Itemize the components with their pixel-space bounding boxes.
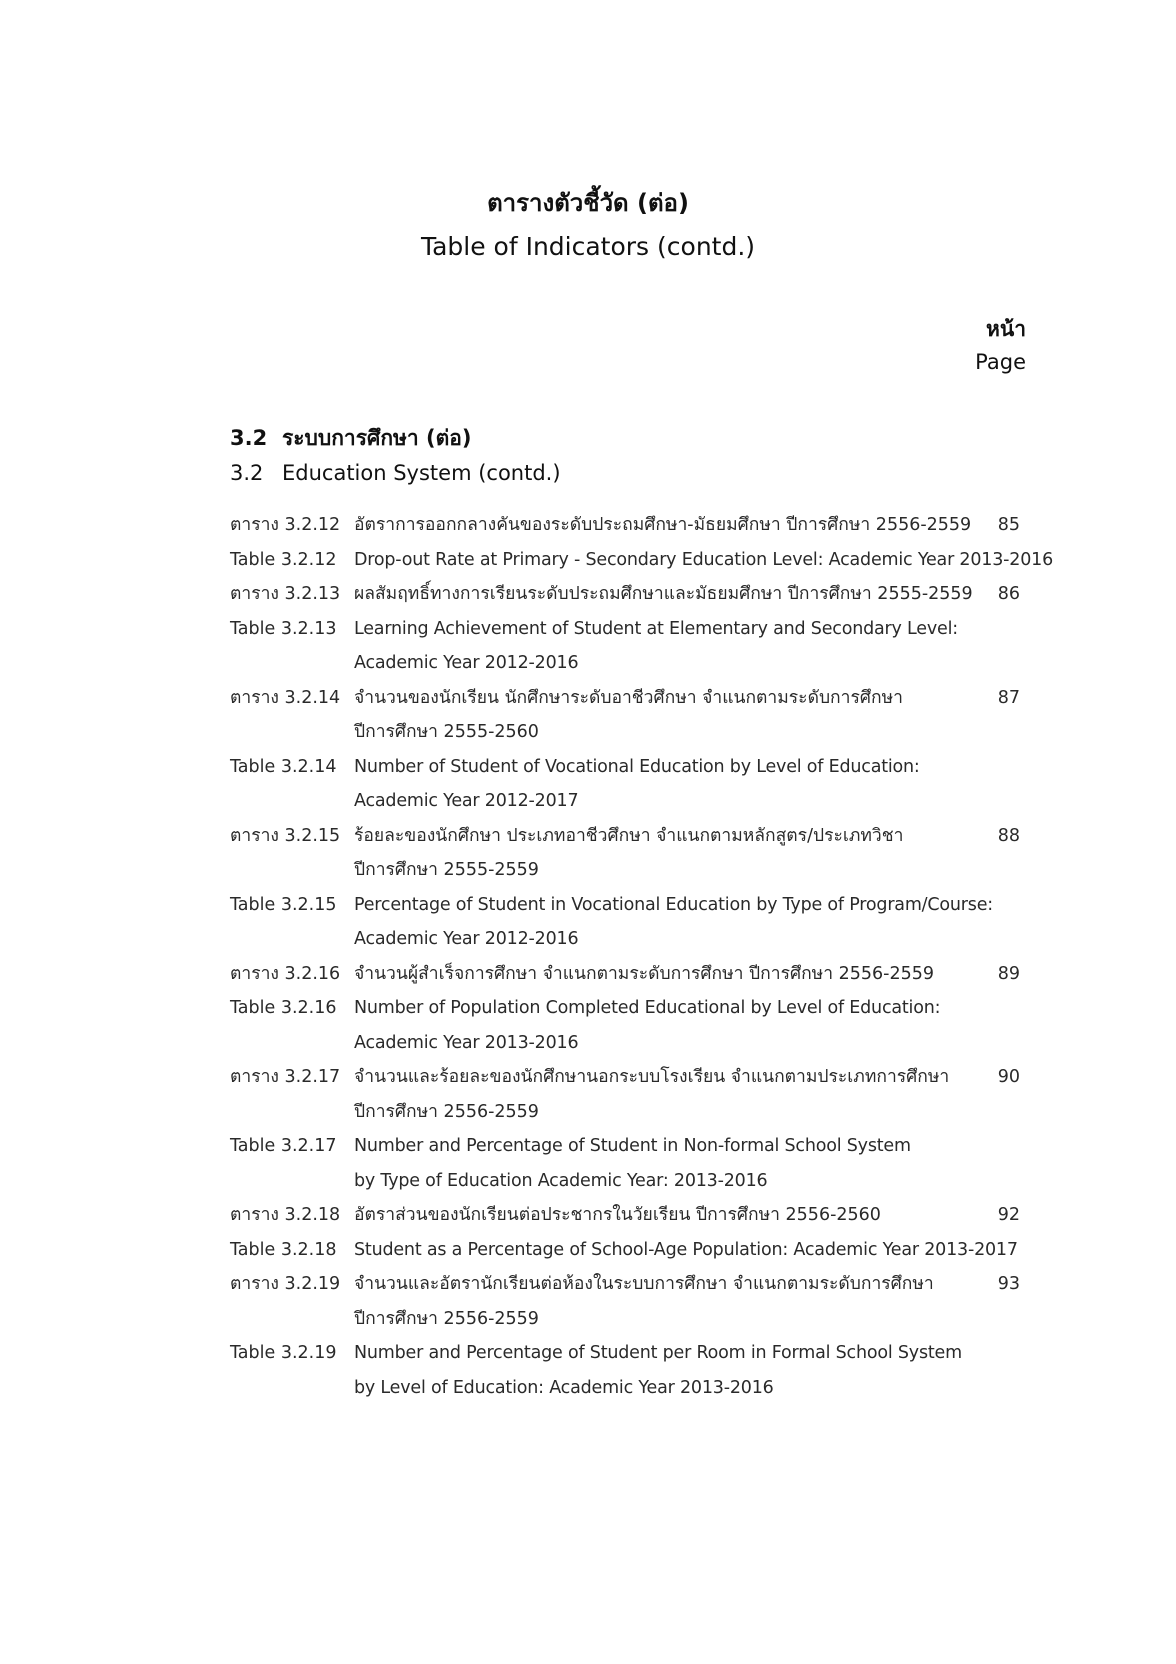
table-entry-page-number: 93 xyxy=(997,1274,1020,1294)
table-entry-page-number xyxy=(984,991,1020,1060)
table-entry-label: Table 3.2.13 xyxy=(230,618,337,639)
table-entry-description-line: จำนวนของนักเรียน นักศึกษาระดับอาชีวศึกษา จำแนกตามระดับการศึกษา xyxy=(354,687,903,708)
table-entry-description-line: ปีการศึกษา 2555-2560 xyxy=(354,722,539,742)
table-entry-label: ตาราง 3.2.13 xyxy=(230,584,341,604)
table-entry-description-line: Academic Year 2012-2016 xyxy=(354,929,579,949)
table-entry-description-line: by Level of Education: Academic Year 2013-2016 xyxy=(354,1377,774,1398)
table-entry-description-line: ร้อยละของนักศึกษา ประเภทอาชีวศึกษา จำแนกตามหลักสูตร/ประเภทวิชา xyxy=(354,825,904,846)
table-entry-page-number xyxy=(984,612,1020,681)
table-entry-description xyxy=(354,991,984,1060)
table-entry-description-line: ปีการศึกษา 2556-2559 xyxy=(354,1308,539,1329)
table-entry[interactable] xyxy=(230,888,1020,957)
table-entry[interactable] xyxy=(230,543,1054,578)
table-entry-page-number: 90 xyxy=(997,1067,1020,1087)
page-title-english: Table of Indicators (contd.) xyxy=(420,232,756,261)
section-number: 3.2 xyxy=(230,461,264,485)
table-entry-description xyxy=(354,819,984,888)
table-entry[interactable] xyxy=(230,577,1020,612)
table-entry-page-number xyxy=(984,888,1020,957)
table-entry-description-line: Number and Percentage of Student in Non-formal School System xyxy=(354,1136,911,1156)
table-entry-description-line: Student as a Percentage of School-Age Population: Academic Year 2013-2017 xyxy=(354,1239,1018,1260)
table-entry[interactable] xyxy=(230,508,1020,543)
table-entry-description xyxy=(354,612,984,681)
page-title-thai: ตารางตัวชี้วัด (ต่อ) xyxy=(487,189,689,217)
table-entry-description-line: Academic Year 2013-2016 xyxy=(354,1032,579,1053)
table-entry-label: Table 3.2.18 xyxy=(230,1239,337,1260)
table-entry-description xyxy=(354,888,993,957)
table-entry-description-line: Percentage of Student in Vocational Education by Type of Program/Course: xyxy=(354,894,993,915)
table-entry[interactable] xyxy=(230,991,1020,1060)
table-entry[interactable] xyxy=(230,681,1020,750)
indicator-table-list xyxy=(230,508,1054,1405)
table-entry-page-number xyxy=(984,1233,1020,1268)
table-entry-page-number: 88 xyxy=(997,825,1020,846)
table-entry-description xyxy=(354,1129,984,1198)
table-entry-label: ตาราง 3.2.17 xyxy=(230,1067,341,1087)
table-entry-description xyxy=(354,1336,984,1405)
table-entry-description xyxy=(354,750,984,819)
table-entry-label: Table 3.2.12 xyxy=(230,549,337,570)
table-entry-description-line: อัตราส่วนของนักเรียนต่อประชากรในวัยเรียน ปีการศึกษา 2556-2560 xyxy=(354,1205,881,1225)
section-title-english: Education System (contd.) xyxy=(282,461,561,485)
table-entry-label: ตาราง 3.2.19 xyxy=(230,1274,341,1294)
section-title-thai: ระบบการศึกษา (ต่อ) xyxy=(282,426,472,450)
table-entry-description xyxy=(354,508,984,543)
table-entry[interactable] xyxy=(230,1129,1020,1198)
table-entry-page-number xyxy=(984,750,1020,819)
table-entry-description-line: จำนวนและอัตรานักเรียนต่อห้องในระบบการศึกษา จำแนกตามระดับการศึกษา xyxy=(354,1274,934,1294)
table-entry-label: Table 3.2.17 xyxy=(230,1136,337,1156)
table-entry-label: ตาราง 3.2.14 xyxy=(230,687,341,708)
table-entry-page-number: 92 xyxy=(997,1205,1020,1225)
table-entry-description-line: จำนวนและร้อยละของนักศึกษานอกระบบโรงเรียน จำแนกตามประเภทการศึกษา xyxy=(354,1067,950,1087)
table-entry-label: ตาราง 3.2.15 xyxy=(230,825,341,846)
table-entry-description-line: Academic Year 2012-2016 xyxy=(354,653,579,673)
section-heading-thai xyxy=(230,422,471,455)
table-entry-description-line: Learning Achievement of Student at Elementary and Secondary Level: xyxy=(354,618,958,639)
table-entry[interactable] xyxy=(230,1060,1020,1129)
page-column-header-english: Page xyxy=(975,350,1026,374)
table-entry-page-number xyxy=(984,1336,1020,1405)
table-entry[interactable] xyxy=(230,1198,1020,1233)
table-entry-label: Table 3.2.15 xyxy=(230,894,337,915)
section-number: 3.2 xyxy=(230,426,268,450)
table-entry-description-line: ปีการศึกษา 2556-2559 xyxy=(354,1101,539,1122)
table-entry[interactable] xyxy=(230,957,1020,992)
section-heading-english xyxy=(230,461,561,485)
table-entry[interactable] xyxy=(230,819,1020,888)
table-entry-page-number: 87 xyxy=(997,687,1020,708)
table-entry-description-line: by Type of Education Academic Year: 2013-2016 xyxy=(354,1170,768,1191)
table-entry-label: Table 3.2.16 xyxy=(230,998,337,1018)
table-entry-description-line: จำนวนผู้สำเร็จการศึกษา จำแนกตามระดับการศึกษา ปีการศึกษา 2556-2559 xyxy=(354,963,934,984)
table-entry-description-line: Academic Year 2012-2017 xyxy=(354,791,579,811)
table-entry-description xyxy=(354,1060,984,1129)
table-entry-description xyxy=(354,1233,1018,1268)
table-entry-description xyxy=(354,543,1054,578)
table-entry[interactable] xyxy=(230,1233,1020,1268)
table-entry-label: Table 3.2.19 xyxy=(230,1343,337,1363)
table-entry-label: ตาราง 3.2.16 xyxy=(230,963,341,984)
table-entry-description xyxy=(354,1267,984,1336)
table-entry-page-number xyxy=(984,1129,1020,1198)
table-entry-description-line: ผลสัมฤทธิ์ทางการเรียนระดับประถมศึกษาและมัธยมศึกษา ปีการศึกษา 2555-2559 xyxy=(354,584,973,604)
table-entry-description-line: Number and Percentage of Student per Room in Formal School System xyxy=(354,1343,962,1363)
table-entry-description xyxy=(354,681,984,750)
table-entry[interactable] xyxy=(230,612,1020,681)
table-entry-page-number xyxy=(984,543,1020,578)
table-entry[interactable] xyxy=(230,1336,1020,1405)
table-entry-description-line: Number of Student of Vocational Education by Level of Education: xyxy=(354,756,920,777)
table-entry[interactable] xyxy=(230,1267,1020,1336)
table-entry-description xyxy=(354,577,984,612)
table-entry-label: ตาราง 3.2.12 xyxy=(230,515,341,535)
table-entry-page-number: 89 xyxy=(997,963,1020,984)
page-column-header-thai: หน้า xyxy=(986,317,1026,341)
table-entry-description-line: Number of Population Completed Educational by Level of Education: xyxy=(354,998,941,1018)
table-entry-page-number: 85 xyxy=(997,515,1020,535)
table-entry-label: Table 3.2.14 xyxy=(230,756,337,777)
table-entry-description-line: Drop-out Rate at Primary - Secondary Education Level: Academic Year 2013-2016 xyxy=(354,549,1054,570)
table-entry-page-number: 86 xyxy=(997,584,1020,604)
table-entry-description xyxy=(354,1198,984,1233)
table-entry-description-line: ปีการศึกษา 2555-2559 xyxy=(354,860,539,880)
table-entry-label: ตาราง 3.2.18 xyxy=(230,1205,341,1225)
table-entry-description-line: อัตราการออกกลางคันของระดับประถมศึกษา-มัธยมศึกษา ปีการศึกษา 2556-2559 xyxy=(354,515,972,535)
table-entry-description xyxy=(354,957,984,992)
table-entry[interactable] xyxy=(230,750,1020,819)
